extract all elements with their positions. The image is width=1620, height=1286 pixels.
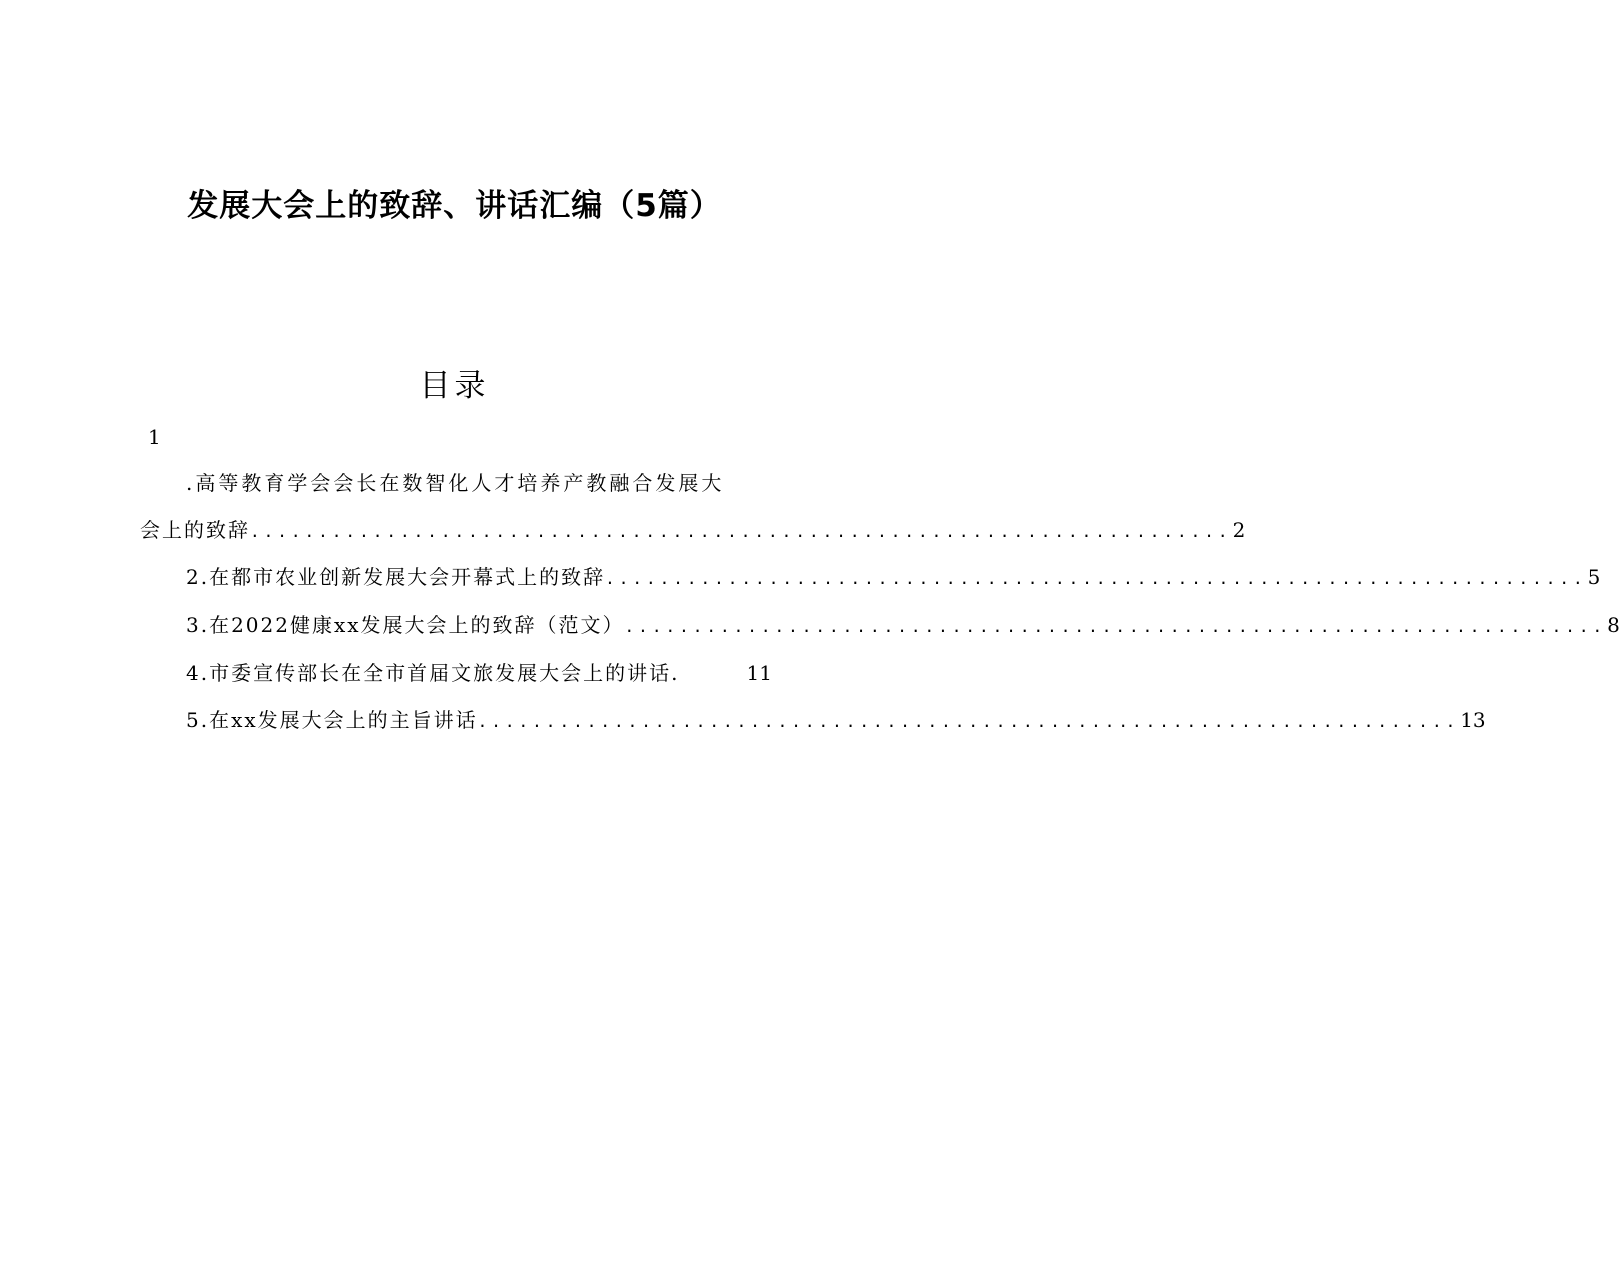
- toc-entry-4-text: 4.市委宣传部长在全市首届文旅发展大会上的讲话.: [186, 661, 680, 685]
- document-title: 发展大会上的致辞、讲话汇编（5篇）: [187, 188, 722, 224]
- toc-entry-2-text: 2.在都市农业创新发展大会开幕式上的致辞: [186, 565, 606, 589]
- toc-entry-2-page: 5: [1587, 565, 1601, 589]
- toc-entry-1-page: 2: [1232, 518, 1246, 542]
- toc-entry-4-page: 11: [746, 661, 772, 685]
- toc-leader-dots: ........................................................................: [605, 569, 1587, 588]
- toc-leader-dots: ........................................................................: [477, 712, 1460, 731]
- toc-entry-5-page: 13: [1460, 708, 1486, 732]
- toc-entry-2[interactable]: [186, 563, 1601, 593]
- toc-leader-dots: ........................................................................: [624, 617, 1607, 636]
- toc-entry-3-text: 3.在2022健康xx发展大会上的致辞（范文）: [186, 613, 625, 637]
- toc-stray-number: 1: [148, 425, 161, 449]
- toc-entry-5[interactable]: [186, 706, 1486, 736]
- toc-entry-1-text-part2: 会上的致辞: [140, 518, 250, 542]
- toc-entry-1-line-1[interactable]: [186, 469, 772, 497]
- toc-leader-dots: ........................................................................: [250, 522, 1232, 541]
- toc-entry-3-page: 8: [1607, 613, 1620, 637]
- toc-entry-1-line-2[interactable]: [140, 516, 1246, 546]
- toc-entry-4[interactable]: [186, 659, 772, 687]
- toc-entry-1-text-part1: .高等教育学会会长在数智化人才培养产教融合发展大: [186, 471, 725, 495]
- toc-heading: 目录: [419, 368, 490, 404]
- toc-entry-3[interactable]: [186, 611, 1620, 641]
- toc-entry-5-text: 5.在xx发展大会上的主旨讲话: [186, 708, 478, 732]
